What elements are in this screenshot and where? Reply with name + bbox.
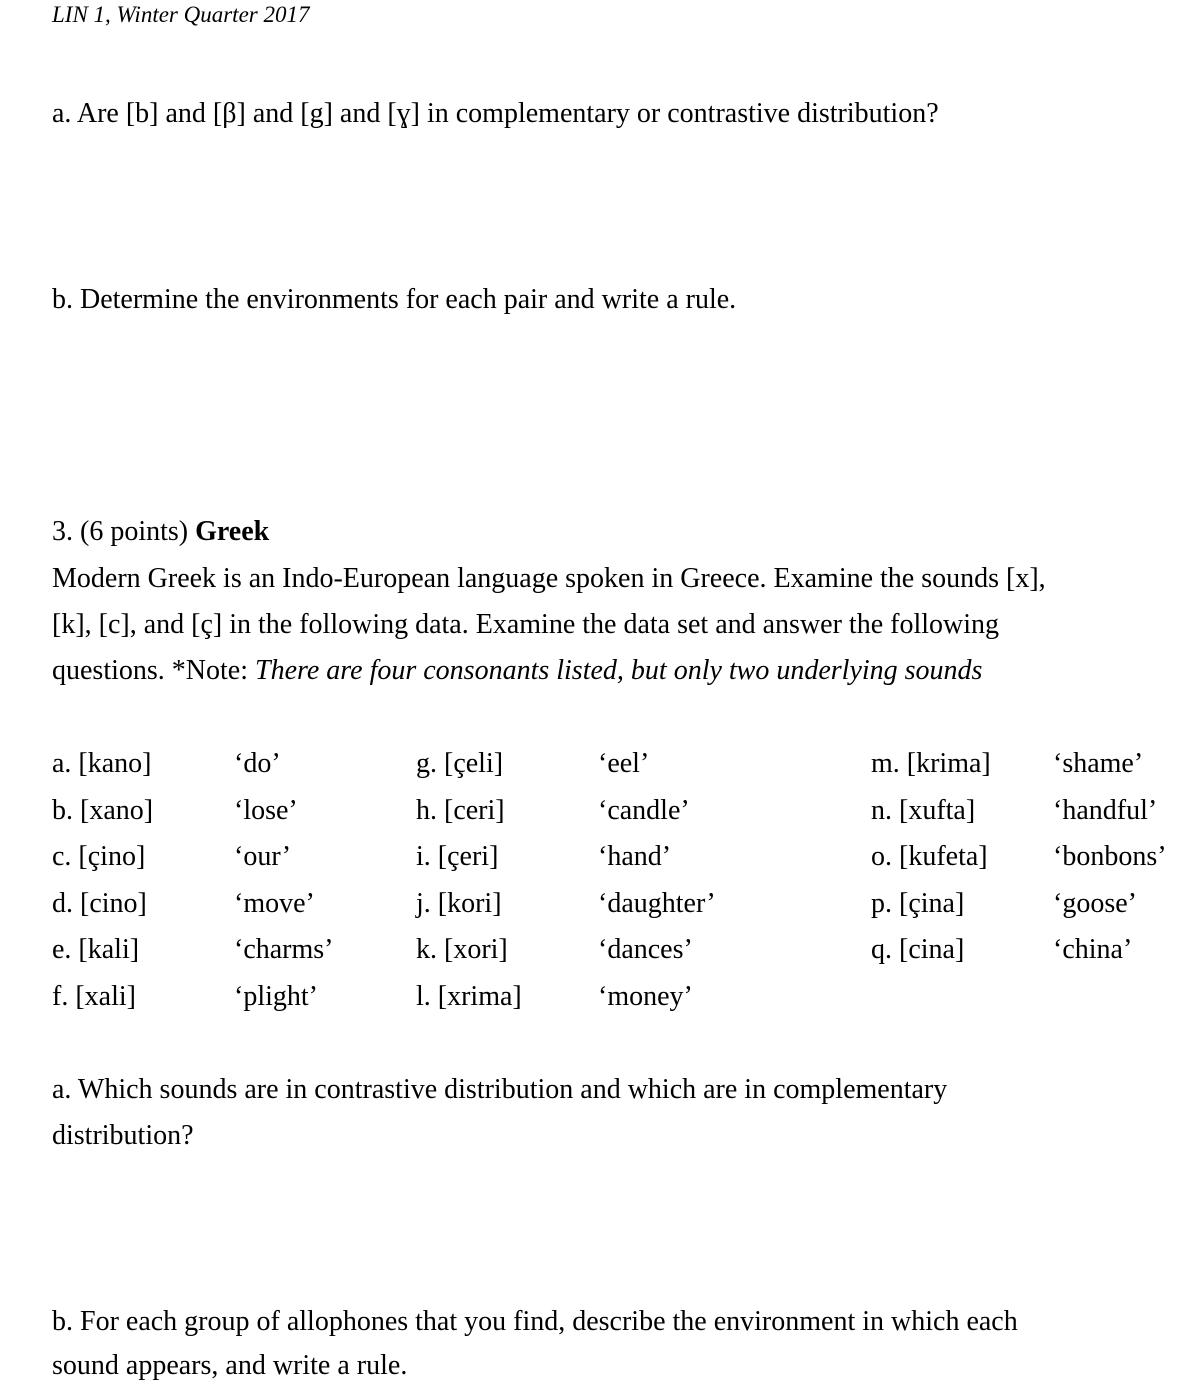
question-3-heading (52, 509, 269, 555)
data-gloss: ‘hand’ (598, 841, 672, 873)
data-gloss: ‘dances’ (598, 934, 693, 966)
question-3b-line1: b. For each group of allophones that you find, describe the environment in which each (52, 1306, 1018, 1337)
data-form: e. [kali] (52, 934, 140, 966)
data-col1-glosses (234, 741, 334, 1021)
intro-note-text: There are four consonants listed, but only two underlying sounds (255, 655, 983, 686)
question-3-title: Greek (195, 516, 270, 547)
data-gloss: ‘move’ (234, 887, 315, 919)
data-col3-forms (871, 741, 991, 974)
data-form: m. [krima] (871, 748, 991, 779)
data-form: o. [kufeta] (871, 841, 988, 873)
data-form: c. [çino] (52, 841, 146, 873)
data-gloss: ‘goose’ (1053, 887, 1137, 919)
data-form: q. [cina] (871, 934, 965, 966)
data-form: d. [cino] (52, 887, 147, 919)
data-form: l. [xrima] (416, 980, 522, 1012)
data-gloss: ‘charms’ (234, 934, 334, 966)
data-col3-glosses (1053, 741, 1167, 974)
question-3b-line2: sound appears, and write a rule. (52, 1350, 408, 1381)
data-form: a. [kano] (52, 748, 152, 779)
data-form: h. [ceri] (416, 794, 505, 826)
data-col1-forms (52, 741, 153, 1021)
data-gloss: ‘china’ (1053, 934, 1133, 966)
question-2b: b. Determine the environments for each pair and write a rule. (52, 284, 737, 315)
question-3-number: 3. (6 points) (52, 516, 196, 547)
data-form: j. [kori] (416, 887, 502, 919)
data-form: p. [çina] (871, 887, 965, 919)
page-header: LIN 1, Winter Quarter 2017 (52, 2, 310, 27)
intro-line-1: Modern Greek is an Indo-European language spoken in Greece. Examine the sounds [x], (52, 563, 1046, 594)
question-3a-line1: a. Which sounds are in contrastive distribution and which are in complementary (52, 1074, 948, 1105)
data-gloss: ‘money’ (598, 980, 693, 1012)
data-form: b. [xano] (52, 794, 154, 826)
intro-line-2: [k], [c], and [ç] in the following data. Examine the data set and answer the following (52, 609, 1000, 640)
data-form: k. [xori] (416, 934, 508, 966)
data-gloss: ‘do’ (234, 748, 281, 779)
data-form: n. [xufta] (871, 794, 976, 826)
data-gloss: ‘shame’ (1053, 748, 1144, 779)
data-gloss: ‘handful’ (1053, 794, 1158, 826)
data-col2-forms (416, 741, 522, 1021)
data-form: f. [xali] (52, 980, 136, 1012)
data-gloss: ‘plight’ (234, 980, 318, 1012)
data-gloss: ‘daughter’ (598, 887, 716, 919)
question-2a: a. Are [b] and [β] and [g] and [ɣ] in complementary or contrastive distribution? (52, 98, 939, 129)
data-gloss: ‘eel’ (598, 748, 650, 779)
intro-note-label: questions. *Note: (52, 655, 255, 686)
data-form: i. [çeri] (416, 841, 499, 873)
data-gloss: ‘our’ (234, 841, 292, 873)
data-gloss: ‘bonbons’ (1053, 841, 1167, 873)
question-3a-line2: distribution? (52, 1120, 194, 1151)
data-form: g. [çeli] (416, 748, 504, 779)
intro-line-3 (52, 648, 982, 694)
data-col2-glosses (598, 741, 716, 1021)
data-gloss: ‘lose’ (234, 794, 298, 826)
data-gloss: ‘candle’ (598, 794, 690, 826)
